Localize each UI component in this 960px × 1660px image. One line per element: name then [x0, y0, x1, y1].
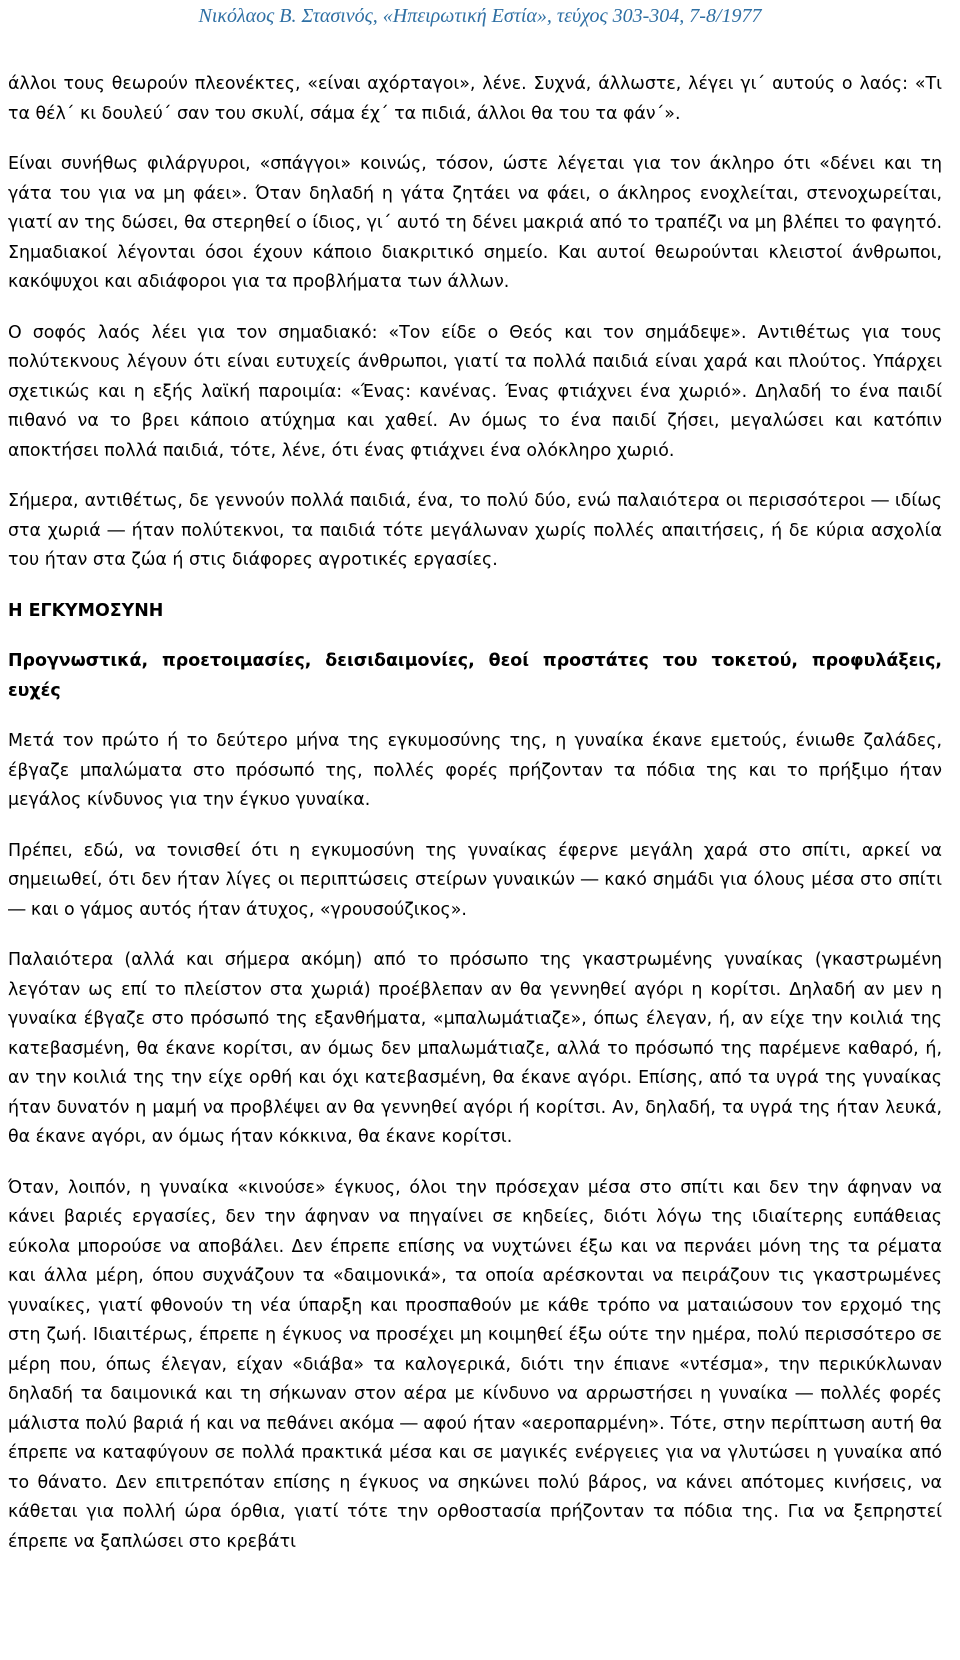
paragraph: Μετά τον πρώτο ή το δεύτερο μήνα της εγκυμοσύνης της, η γυναίκα έκανε εμετούς, ένιωθε ζαλάδες, έβγαζε μπαλώματα στο πρόσωπό της, πολλές φορές πρήζονταν τα πόδια της και το πρήξιμο ήταν μεγάλος κίνδυνος για την έγκυο γυναίκα.	[8, 731, 942, 810]
paragraph: Όταν, λοιπόν, η γυναίκα «κινούσε» έγκυος, όλοι την πρόσεχαν μέσα στο σπίτι και δεν την άφηναν να κάνει βαριές εργασίες, δεν την άφηναν να πηγαίνει σε κηδείες, διότι λόγω της ιδιαίτερης ευπάθειας εύκολα μπορούσε να αποβάλει. Δεν έπρεπε επίσης να νυχτώνει έξω και να περνάει μόνη της τα ρέματα και άλλα μέρη, όπου συχνάζουν τα «δαιμονικά», τα οποία αρέσκονται να πειράζουν τις γκαστρωμένες γυναίκες, γιατί φθονούν τη νέα ύπαρξη και προσπαθούν με κάθε τρόπο να ματαιώσουν τον ερχομό της στη ζωή. Ιδιαιτέρως, έπρεπε η έγκυος να προσέχει μη κοιμηθεί έξω ούτε την ημέρα, πολύ περισσότερο σε μέρη που, όπως έλεγαν, είχαν «διάβα» τα καλογερικά, διότι την έπιανε «ντέσμα», την περικύκλωναν δηλαδή τα δαιμονικά και τη σήκωναν στον αέρα με κίνδυνο να αρρωστήσει η γυναίκα ― πολλές φορές μάλιστα πολύ βαριά ή και να πεθάνει ακόμα ― αφού ήταν «αεροπαρμένη». Τότε, στην περίπτωση αυτή θα έπρεπε να καταφύγουν σε πολλά πρακτικά μέσα και σε μαγικές ενέργειες για να γλυτώσει η γυναίκα από το θάνατο. Δεν επιτρεπόταν επίσης η έγκυος να σηκώνει πολύ βάρος, να κάνει απότομες κινήσεις, να κάθεται για πολλή ώρα όρθια, γιατί τότε την ορθοστασία πρήζονταν τα πόδια της. Για να ξεπρηστεί έπρεπε να ξαπλώσει στο κρεβάτι	[8, 1177, 942, 1552]
document-body	[8, 70, 942, 1578]
paragraph: άλλοι τους θεωρούν πλεονέκτες, «είναι αχόρταγοι», λένε. Συχνά, άλλωστε, λέγει γι΄ αυτούς ο λαός: «Τι τα θέλ΄ κι δουλεύ΄ σαν του σκυλί, σάμα έχ΄ τα πιδιά, άλλοι θα του τα φάν΄».	[8, 74, 942, 124]
running-header: Νικόλαος Β. Στασινός, «Ηπειρωτική Εστία», τεύχος 303-304, 7-8/1977	[198, 5, 762, 27]
section-subheading: Προγνωστικά, προετοιμασίες, δεισιδαιμονίες, θεοί προστάτες του τοκετού, προφυλάξεις, ευχές	[8, 651, 942, 701]
paragraph: Σήμερα, αντιθέτως, δε γεννούν πολλά παιδιά, ένα, το πολύ δύο, ενώ παλαιότερα οι περισσότεροι ― ιδίως στα χωριά ― ήταν πολύτεκνοι, τα παιδιά τότε μεγάλωναν χωρίς πολλές απαιτήσεις, ή δε κύρια ασχολία του ήταν στα ζώα ή στις διάφορες αγροτικές εργασίες.	[8, 491, 942, 570]
paragraph: Είναι συνήθως φιλάργυροι, «σπάγγοι» κοινώς, τόσον, ώστε λέγεται για τον άκληρο ότι «δένει και τη γάτα του για να μη φάει». Όταν δηλαδή η γάτα ζητάει να φάει, ο άκληρος ενοχλείται, στενοχωρείται, γιατί αν της δώσει, θα στερηθεί ο ίδιος, γι΄ αυτό τη δένει μακριά από το τραπέζι να μη βλέπει το φαγητό. Σημαδιακοί λέγονται όσοι έχουν κάποιο διακριτικό σημείο. Και αυτοί θεωρούνται κλειστοί άνθρωποι, κακόψυχοι και αδιάφοροι για τα προβλήματα των άλλων.	[8, 154, 942, 292]
paragraph: Πρέπει, εδώ, να τονισθεί ότι η εγκυμοσύνη της γυναίκας έφερνε μεγάλη χαρά στο σπίτι, αρκεί να σημειωθεί, ότι δεν ήταν λίγες οι περιπτώσεις στείρων γυναικών ― κακό σημάδι για όλους μέσα στο σπίτι ― και ο γάμος αυτός ήταν άτυχος, «γρουσούζικος».	[8, 840, 942, 920]
section-heading: Η ΕΓΚΥΜΟΣΥΝΗ	[8, 600, 164, 621]
paragraph: Ο σοφός λαός λέει για τον σημαδιακό: «Τον είδε ο Θεός και τον σημάδεψε». Αντιθέτως για τους πολύτεκνους λέγουν ότι είναι ευτυχείς άνθρωποι, γιατί τα πολλά παιδιά είναι χαρά και πλούτος. Υπάρχει σχετικώς και η εξής λαϊκή παροιμία: «Ένας: κανένας. Ένας φτιάχνει ένα χωριό». Δηλαδή το ένα παιδί πιθανό να το βρει κάποιο ατύχημα και χαθεί. Αν όμως το ένα παιδί ζήσει, μεγαλώσει και κατόπιν αποκτήσει πολλά παιδιά, τότε, λένε, ότι ένας φτιάχνει ένα ολόκληρο χωριό.	[8, 322, 942, 461]
paragraph: Παλαιότερα (αλλά και σήμερα ακόμη) από το πρόσωπο της γκαστρωμένης γυναίκας (γκαστρωμένη λεγόταν ως επί το πλείστον στα χωριά) προέβλεπαν αν θα γεννηθεί αγόρι η κορίτσι. Δηλαδή αν μεν η γυναίκα έβγαζε στο πρόσωπό της εξανθήματα, «μπαλωμάτιαζε», όπως έλεγαν, ή, αν είχε την κοιλιά της κατεβασμένη, θα έκανε κορίτσι, αν όμως δεν μπαλωμάτιαζε, αλλά το πρόσωπό της παρέμενε καθαρό, ή, αν την κοιλιά της την είχε ορθή και όχι κατεβασμένη, θα έκανε αγόρι. Επίσης, από τα υγρά της γυναίκας ήταν δυνατόν η μαμή να προβλέψει αν θα γεννηθεί αγόρι ή κορίτσι. Αν, δηλαδή, τα υγρά της ήταν λευκά, θα έκανε αγόρι, αν όμως ήταν κόκκινα, θα έκανε κορίτσι.	[8, 950, 942, 1147]
